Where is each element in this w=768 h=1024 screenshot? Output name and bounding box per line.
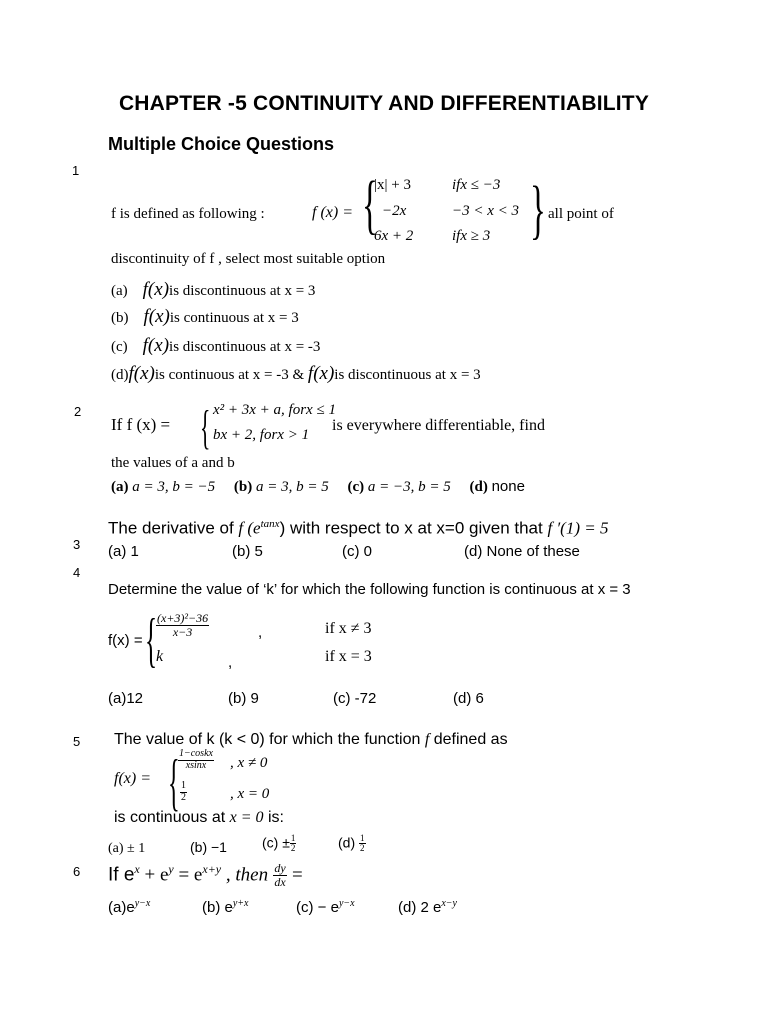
question-number-6: 6 (73, 864, 81, 879)
q5-cond-1: , x ≠ 0 (230, 755, 268, 771)
q5-function-label: f(x) = (114, 770, 151, 787)
q1-case3-expr: 6x + 2 (374, 228, 414, 244)
q4-cond-2: if x = 3 (325, 648, 372, 665)
q6-option-c: $(c) - e^{y-x}$ (296, 898, 355, 916)
q2-case1: x² + 3x + a, forx ≤ 1 (213, 402, 336, 418)
q4-option-b: (b) 9 (228, 690, 259, 707)
q2-lead-text: If f (x) = (111, 415, 171, 434)
q1-option-d: (d)f(x)is continuous at x = -3 & f(x)is discontinuous at x = 3 (111, 363, 481, 384)
q2-case2: bx + 2, forx > 1 (213, 427, 310, 443)
q1-left-brace: { (362, 168, 378, 241)
q5-option-b: (b) −1 (190, 839, 227, 855)
q6-stem: If $e^x + e^y = e^{x+y}$ , then $\frac{dy}{dx}$ = (108, 861, 303, 889)
q1-option-b: (b) f(x)is continuous at x = 3 (111, 306, 299, 327)
q1-case2-cond: −3 < x < 3 (452, 203, 520, 219)
q5-fraction-1: $\frac{\text{1−coskx}}{xsinx}$ (179, 748, 213, 771)
q1-lead-text: f is defined as following : (111, 206, 265, 222)
q1-line2: discontinuity of f , select most suitable option (111, 251, 386, 267)
q5-option-a: (a) ± 1 (108, 841, 146, 856)
question-number-5: 5 (73, 734, 81, 749)
q2-tail-text: is everywhere differentiable, find (332, 417, 545, 434)
question-number-1: 1 (72, 163, 80, 178)
q3-option-d: (d) None of these (464, 543, 580, 560)
chapter-title: CHAPTER -5 CONTINUITY AND DIFFERENTIABILITY (118, 92, 650, 115)
q3-stem: The derivative of f $(e^{tanx})$ with respect to x at x=0 given that f ′(1) = 5 (108, 518, 609, 538)
question-number-3: 3 (73, 537, 81, 552)
section-title: Multiple Choice Questions (108, 134, 335, 154)
q4-function-label: f(x) = (108, 632, 143, 649)
q5-fraction-2: $\frac{1}{2}$ (181, 780, 186, 803)
q4-comma-1: , (258, 624, 263, 641)
q6-option-a: $(a)e^{y-x}$ (108, 898, 151, 916)
q5-option-c: (c) ± $\frac{1}{2}$ (262, 833, 296, 854)
q6-option-d: (d) 2 $e^{x-y}$ (398, 898, 457, 916)
q3-option-c: (c) 0 (342, 543, 372, 560)
q2-left-brace: { (200, 401, 211, 454)
question-number-4: 4 (73, 565, 81, 580)
q6-option-b: (b) $e^{y+x}$ (202, 898, 249, 916)
q5-continuity-line: is continuous at x = 0 is: (114, 809, 284, 826)
q1-option-c: (c) f(x)is discontinuous at x = -3 (111, 335, 321, 356)
q4-option-d: (d) 6 (453, 690, 484, 707)
q1-right-brace: } (530, 173, 546, 246)
q3-option-a: (a) 1 (108, 543, 139, 560)
q3-option-b: (b) 5 (232, 543, 263, 560)
q4-cond-1: if x ≠ 3 (325, 620, 372, 637)
q1-option-a: (a) f(x)is discontinuous at x = 3 (111, 279, 316, 300)
q1-case3-cond: ifx ≥ 3 (452, 228, 491, 244)
q2-options: (a) a = 3, b = −5 (b) a = 3, b = 5 (c) a = −3, b = 5 (d) none (111, 478, 525, 495)
q5-stem: The value of k (k < 0) for which the function f defined as (114, 731, 508, 748)
q1-case1-cond: ifx ≤ −3 (452, 177, 501, 193)
q1-case1-expr: |x| + 3 (374, 177, 411, 193)
q4-left-brace: { (145, 607, 158, 673)
q1-function-label: f (x) = (312, 204, 353, 221)
q4-option-c: (c) -72 (333, 690, 377, 707)
q4-case2-expr: k (156, 648, 164, 665)
q5-option-d: (d) $\frac{1}{2}$ (338, 833, 365, 854)
q4-option-a: (a)12 (108, 690, 144, 707)
q4-stem: Determine the value of ‘k’ for which the following function is continuous at x = 3 (108, 581, 631, 598)
q4-fraction: $\frac{\text{(x+3)²−36}}{x-3}$ (157, 611, 209, 639)
question-number-2: 2 (74, 404, 82, 419)
q5-cond-2: , x = 0 (230, 786, 270, 802)
q4-comma-2: , (228, 654, 233, 671)
q1-case2-expr: −2x (382, 203, 407, 219)
q5-left-brace: { (168, 746, 180, 817)
q2-line2: the values of a and b (111, 455, 235, 471)
q1-tail-text: all point of (548, 206, 614, 222)
